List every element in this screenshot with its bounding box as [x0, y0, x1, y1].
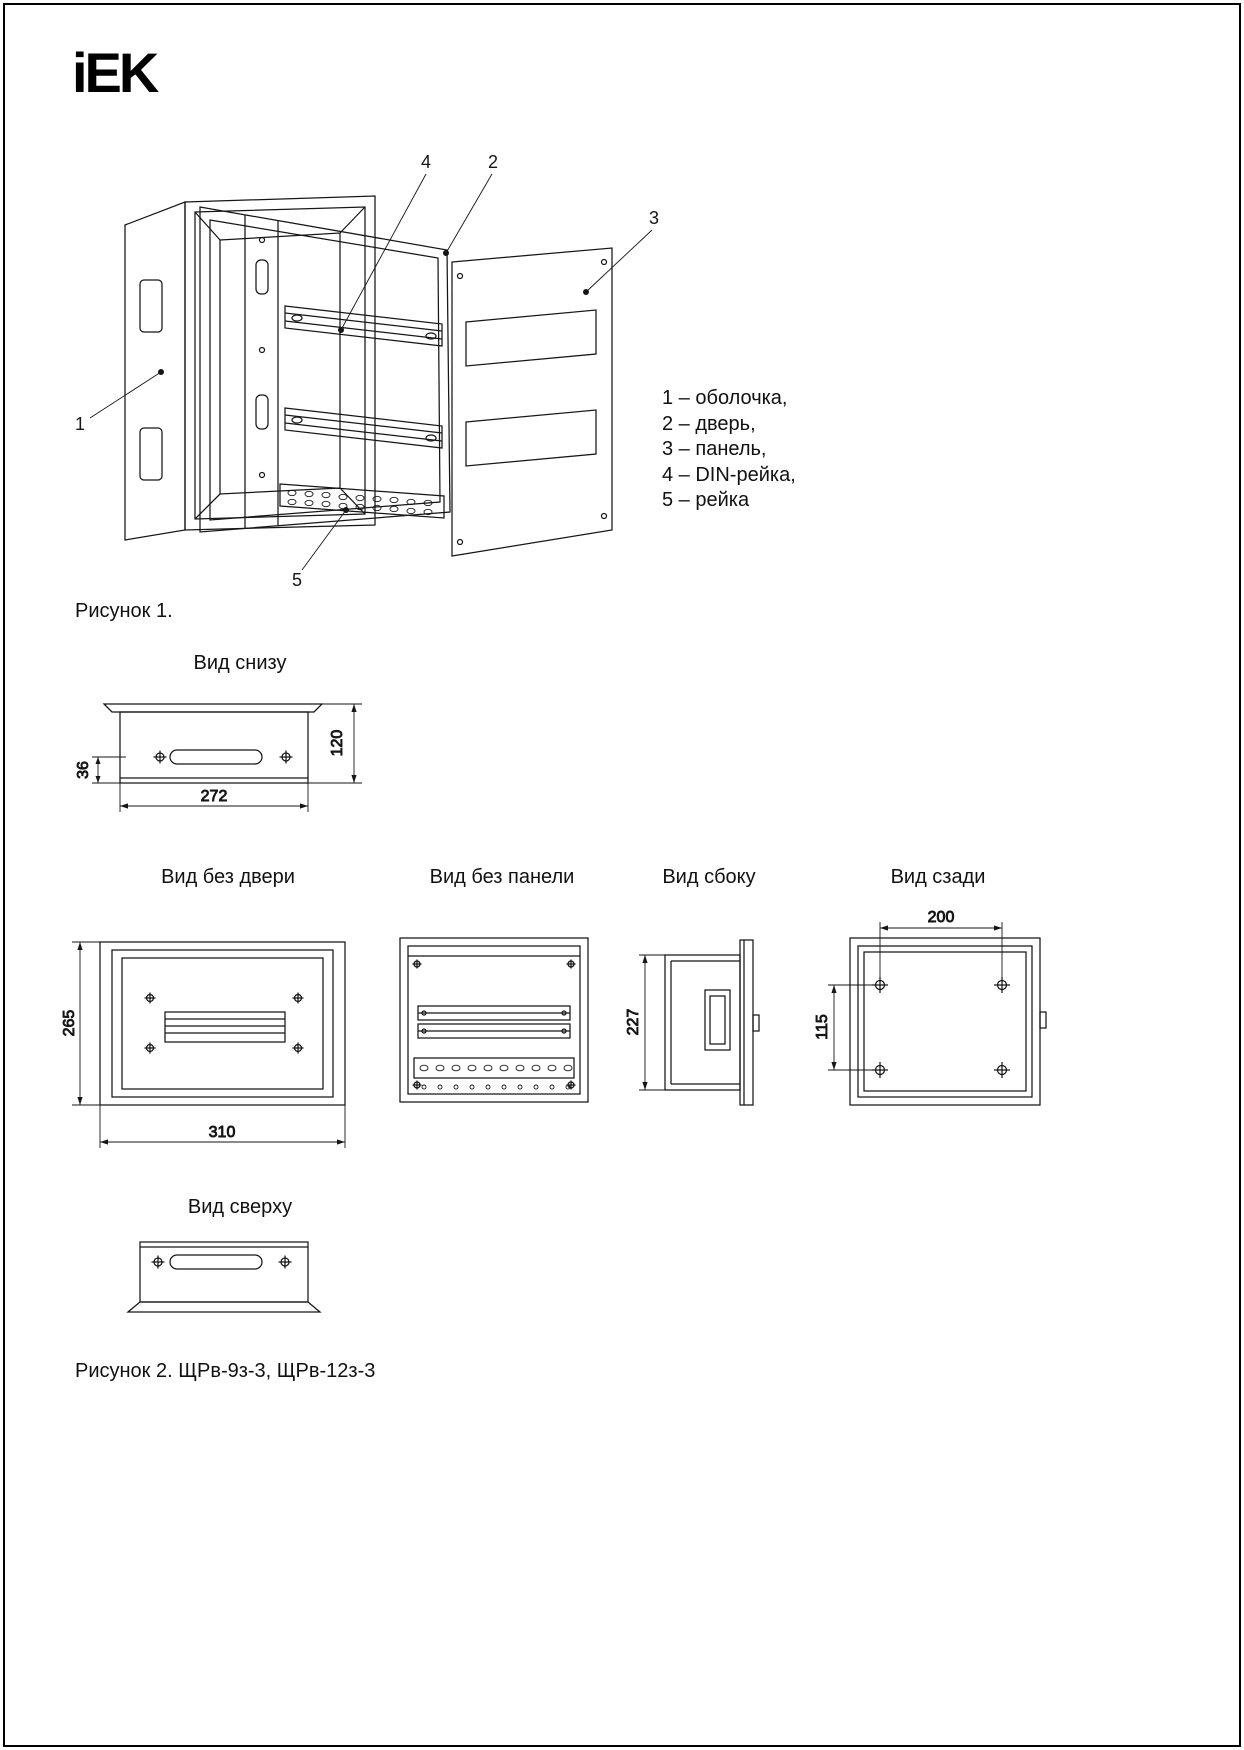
- door-frame: [200, 207, 450, 532]
- callout-5: 5: [291, 570, 303, 590]
- figure1-legend: [662, 386, 796, 514]
- no-door-view-title: Вид без двери: [161, 866, 295, 888]
- rear-view-drawing: [800, 900, 1060, 1120]
- iek-logo: iEK: [72, 41, 157, 104]
- dimension-height: [625, 955, 665, 1090]
- no-panel-body: [400, 938, 588, 1102]
- dimension-width: [100, 1105, 345, 1148]
- no-door-body: [100, 942, 345, 1105]
- dimension-slot-offset: [75, 757, 126, 783]
- legend-item: 4 – DIN-рейка,: [662, 463, 796, 486]
- rear-body: [850, 938, 1046, 1105]
- front-no-panel-drawing: [390, 930, 600, 1120]
- dim-height-value: 227: [625, 1008, 642, 1036]
- dim-width-value: 310: [208, 1124, 236, 1141]
- rear-view-title: Вид сзади: [890, 866, 986, 888]
- callout-3: 3: [648, 208, 660, 228]
- legend-item: 5 – рейка: [662, 489, 750, 511]
- dimension-width: [120, 783, 308, 812]
- dimension-depth: [308, 704, 362, 783]
- legend-item: 3 – панель,: [662, 438, 767, 460]
- legend-item: 2 – дверь,: [662, 412, 756, 435]
- top-view-title: Вид сверху: [187, 1196, 293, 1218]
- callout-2: 2: [487, 152, 499, 172]
- figure1-exploded-drawing: [60, 140, 700, 610]
- top-view-drawing: [100, 1230, 360, 1340]
- dim-mount-width-value: 200: [927, 909, 955, 926]
- dim-depth-value: 120: [329, 729, 346, 757]
- figure2-caption: Рисунок 2. ЩРв-9з-3, ЩРв-12з-3: [75, 1360, 376, 1382]
- dim-height-value: 265: [61, 1009, 78, 1037]
- callout-4: 4: [420, 152, 432, 172]
- side-body: [665, 940, 759, 1105]
- bottom-view-title: Вид снизу: [193, 652, 287, 674]
- side-view-drawing: [625, 930, 775, 1120]
- dimension-height: [61, 942, 100, 1105]
- dim-mount-height-value: 115: [814, 1014, 831, 1040]
- callout-1: 1: [74, 414, 86, 434]
- bottom-view-drawing: [70, 690, 380, 825]
- dim-width-value: 272: [200, 788, 228, 805]
- dim-slot-offset-value: 36: [75, 761, 92, 779]
- din-rails: [285, 306, 442, 448]
- dimension-mount-height: [814, 985, 876, 1070]
- dimension-mount-width: [880, 909, 1002, 978]
- figure1-callouts: [75, 152, 659, 590]
- side-view-title: Вид сбоку: [662, 866, 756, 888]
- front-no-door-drawing: [60, 930, 370, 1165]
- top-view-body: [128, 1242, 320, 1312]
- legend-item: 1 – оболочка,: [662, 387, 788, 409]
- bottom-view-body: [104, 704, 322, 783]
- no-panel-view-title: Вид без панели: [429, 866, 575, 888]
- figure1-caption: Рисунок 1.: [75, 600, 173, 622]
